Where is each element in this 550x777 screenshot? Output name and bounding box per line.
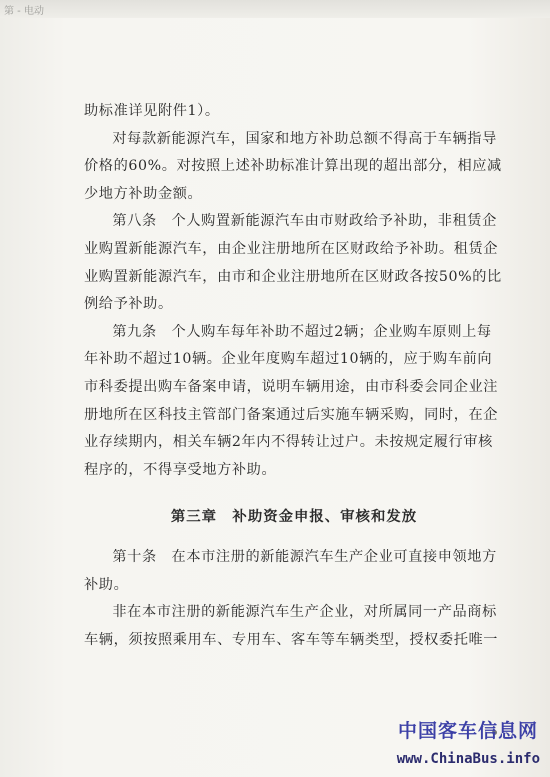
header-label: 第 - 电动	[4, 6, 44, 17]
top-strip	[0, 0, 550, 18]
paragraph-continuation: 助标准详见附件1）。	[84, 103, 220, 119]
paragraph-article-8: 第八条 个人购置新能源汽车由市财政给予补助，非租赁企业购置新能源汽车，由企业注册地所在区财政给予补助。租赁企业购置新能源汽车，由市和企业注册地所在区财政各按50%的比例给予补助。	[84, 213, 502, 313]
paragraph-subsidy-cap: 对每款新能源汽车，国家和地方补助总额不得高于车辆指导价格的60%。对按照上述补助标准计算出现的超出部分，相应减少地方补助金额。	[84, 130, 502, 202]
chapter-heading: 第三章 补助资金申报、审核和发放	[170, 509, 418, 526]
paragraph-non-local-manufacturers: 非在本市注册的新能源汽车生产企业，对所属同一产品商标车辆，须按照乘用车、专用车、客车等车辆类型，授权委托唯一	[84, 604, 499, 648]
document-body	[84, 98, 504, 654]
paragraph-article-10: 第十条 在本市注册的新能源汽车生产企业可直接申领地方补助。	[84, 548, 497, 593]
paragraph-article-9: 第九条 个人购车每年补助不超过2辆；企业购车原则上每年补助不超过10辆。企业年度购车超过10辆的，应于购车前向市科委提出购车备案申请，说明车辆用途，由市科委会同企业注册地所在区科技主管部门备案通过后实施车辆采购，同时，在企业存续期内，相关车辆2年内不得转让过户。未按规定履行审核程序的，不得享受地方补助。	[84, 323, 499, 478]
watermark-url: www.ChinaBus.info	[396, 751, 540, 767]
watermark-site-name: 中国客车信息网	[397, 720, 538, 742]
